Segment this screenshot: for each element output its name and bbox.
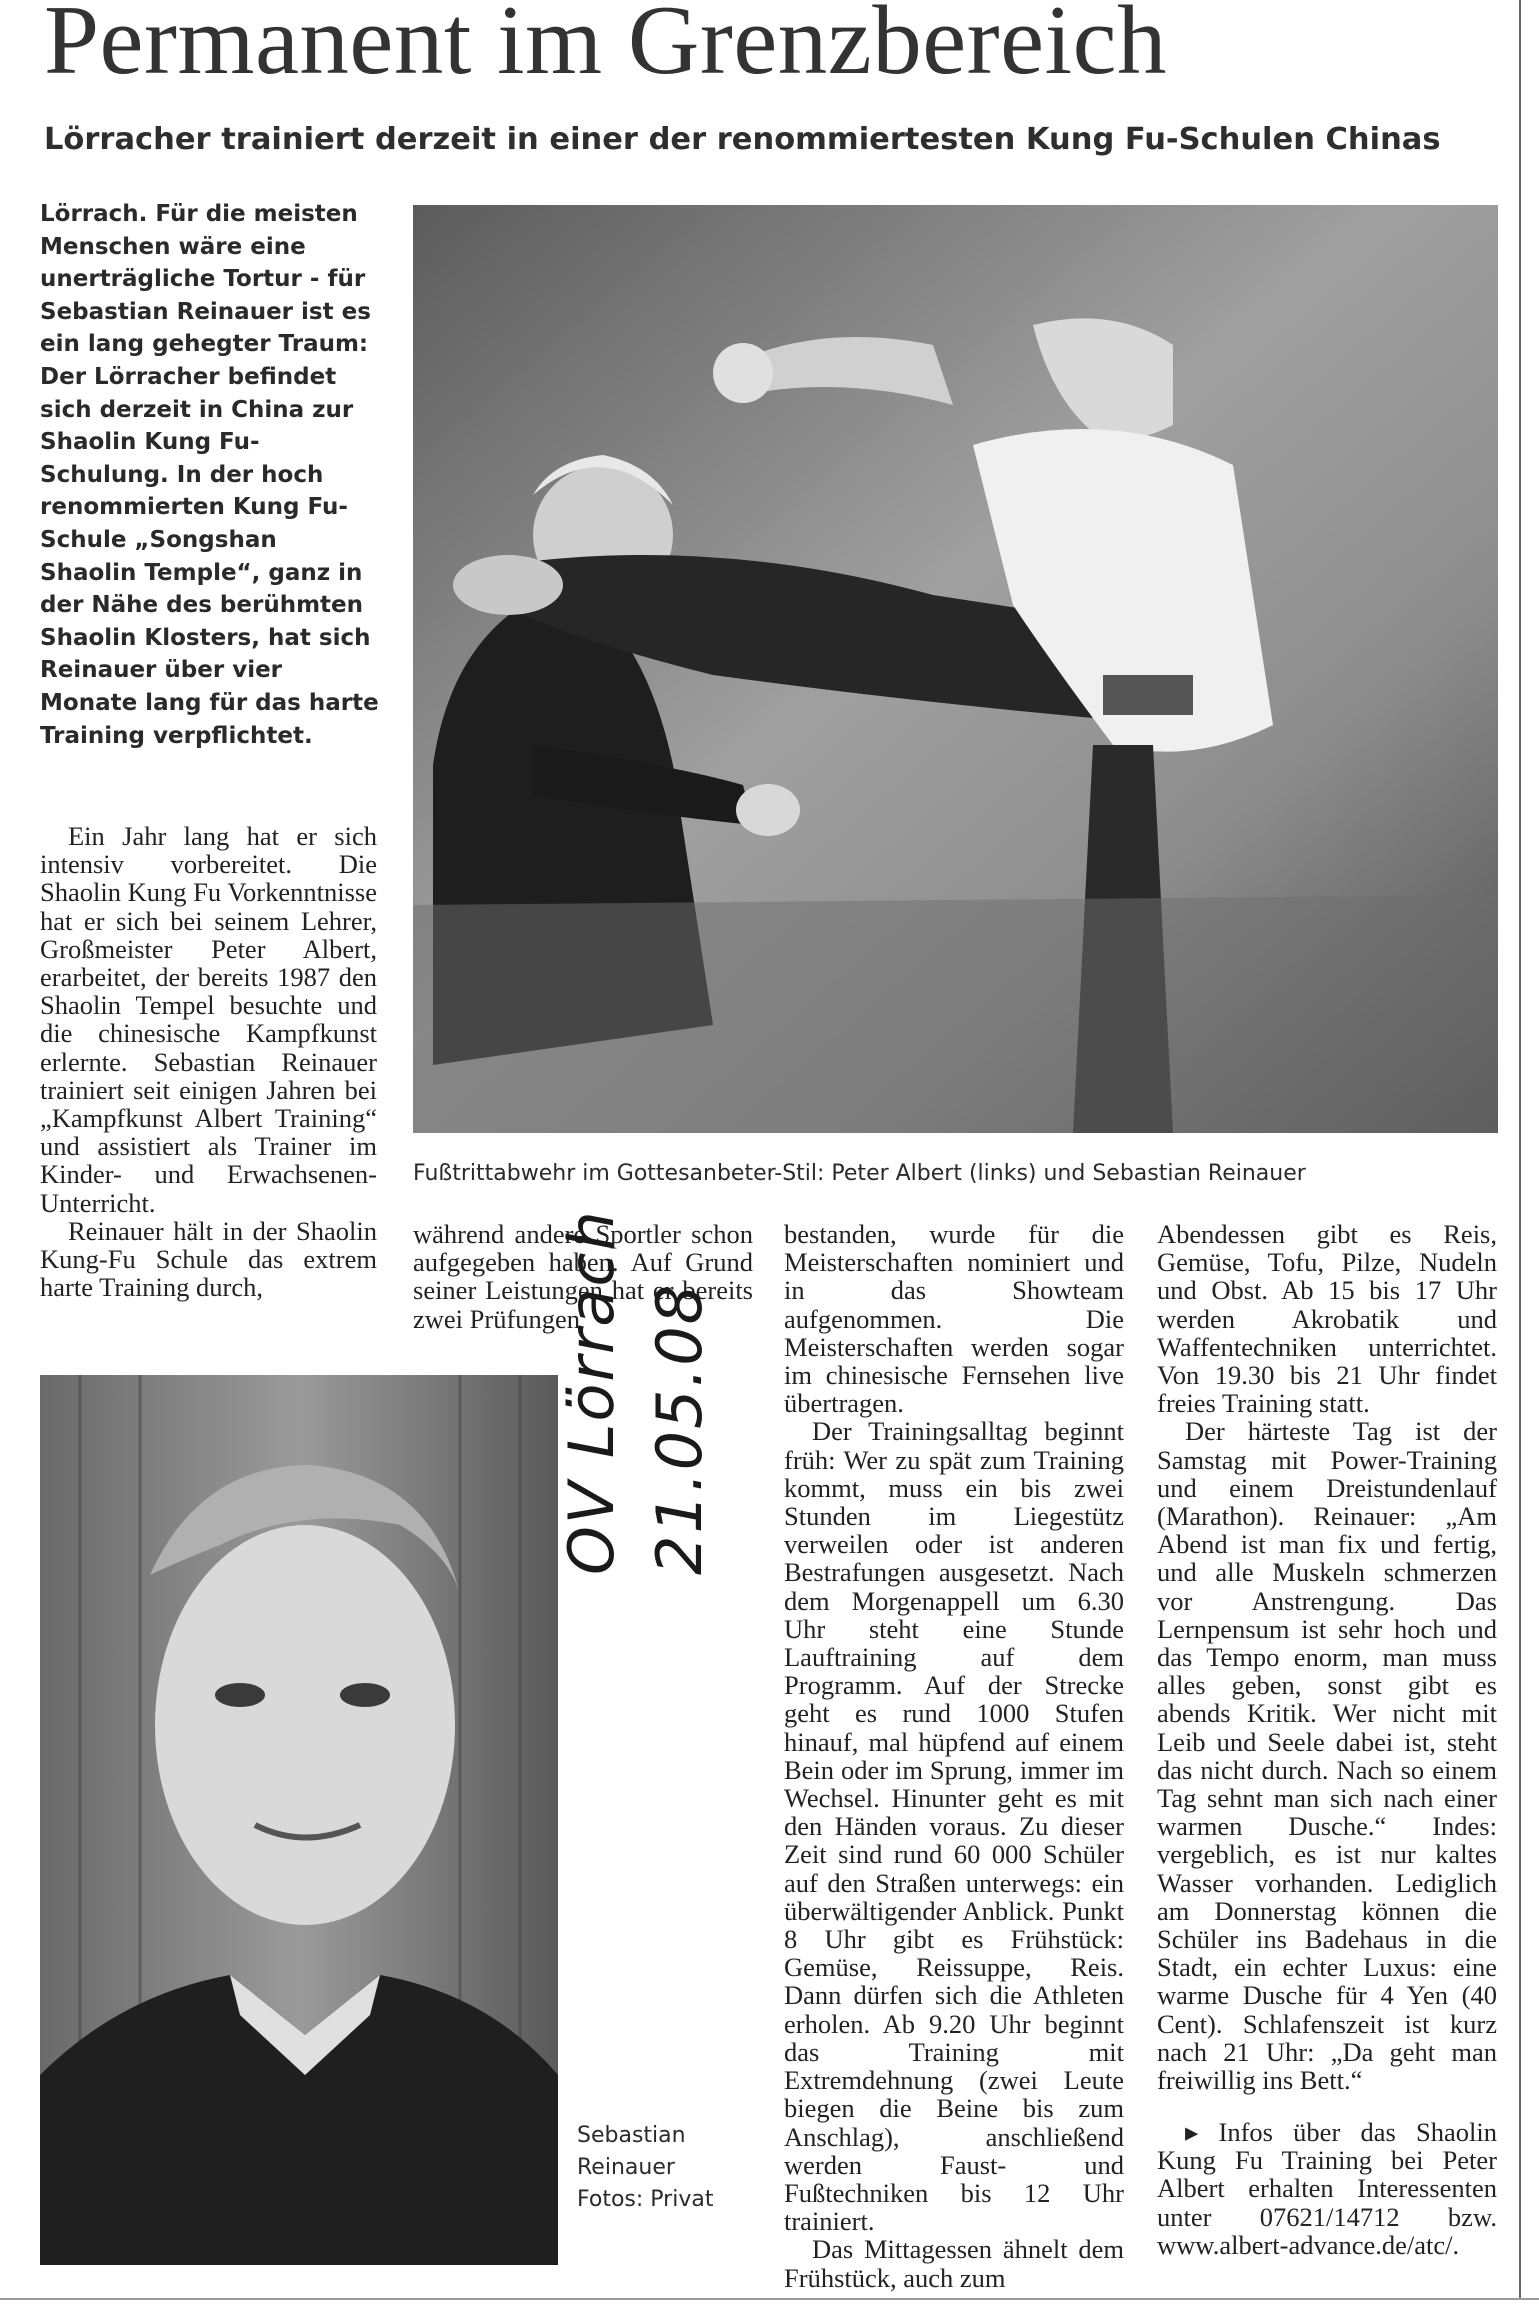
caption-line: Sebastian bbox=[577, 2123, 686, 2148]
paragraph: Reinauer hält in der Shaolin Kung-Fu Schule das extrem harte Training durch, bbox=[40, 1215, 377, 1303]
photo-portrait bbox=[40, 1375, 558, 2265]
paragraph: Das Mittagessen ähnelt dem Frühstück, auch zum bbox=[784, 2234, 1124, 2293]
handwritten-note bbox=[548, 1209, 724, 1575]
photo-kung-fu-kick bbox=[413, 205, 1498, 1133]
caption-line: Reinauer bbox=[577, 2155, 675, 2180]
lead-paragraph: Lörrach. Für die meisten Menschen wäre eine unerträgliche Tortur - für Sebastian Reinauer ist es ein lang gehegter Traum: Der Lörracher befindet sich derzeit in China zur Shaolin Kung Fu-Schulung. In der hoch renommierten Kung Fu-Schule „Songshan Shaolin Temple“, ganz in der Nähe des berühmten Shaolin Klosters, hat sich Reinauer über vier Monate lang für das harte Training verpflichtet. bbox=[40, 201, 379, 749]
headline: Permanent im Grenzbereich bbox=[44, 0, 1168, 95]
photo-portrait-caption bbox=[577, 2120, 727, 2216]
article-column-4 bbox=[1157, 1220, 1497, 2094]
page-edge-bottom bbox=[0, 2298, 1539, 2300]
info-box bbox=[1157, 2118, 1497, 2259]
paragraph: während andere Sportler schon aufgegeben haben. Auf Grund seiner Leistungen hat er bereits zwei Prüfungen bbox=[413, 1219, 753, 1334]
paragraph: Ein Jahr lang hat er sich intensiv vorbereitet. Die Shaolin Kung Fu Vorkenntnisse hat er sich bei seinem Lehrer, Großmeister Peter Albert, erarbeitet, der bereits 1987 den Shaolin Tempel besuchte und die chinesische Kampfkunst erlernte. Sebastian Reinauer trainiert seit einigen Jahren bei „Kampfkunst Albert Training“ und assistiert als Trainer im Kinder- und Erwachsenen-Unterricht. bbox=[40, 821, 377, 1218]
handwritten-line: 21.05.08 bbox=[643, 1282, 716, 1575]
subheadline: Lörracher trainiert derzeit in einer der renommiertesten Kung Fu-Schulen Chinas bbox=[44, 122, 1441, 157]
handwritten-line: OV Lörrach bbox=[555, 1209, 628, 1575]
caption-line: Fotos: Privat bbox=[577, 2187, 714, 2212]
photo-illustration bbox=[413, 205, 1498, 1133]
article-column-3 bbox=[784, 1220, 1124, 2292]
photo-main-caption: Fußtrittabwehr im Gottesanbeter-Stil: Peter Albert (links) und Sebastian Reinauer bbox=[413, 1161, 1306, 1186]
info-text: ▸ Infos über das Shaolin Kung Fu Training bei Peter Albert erhalten Interessenten unter 07621/14712 bzw. www.albert-advance.de/atc/. bbox=[1157, 2117, 1497, 2260]
article-column-1 bbox=[40, 198, 380, 752]
portrait-illustration bbox=[40, 1375, 558, 2265]
paragraph: bestanden, wurde für die Meisterschaften nominiert und in das Showteam aufgenommen. Die Meisterschaften werden sogar im chinesische Fernsehen live übertragen. bbox=[784, 1219, 1124, 1419]
page-edge-right bbox=[1519, 0, 1521, 2300]
paragraph: Der härteste Tag ist der Samstag mit Power-Training und einem Dreistundenlauf (Marathon). Reinauer: „Am Abend ist man fix und fertig, und alle Muskeln schmerzen vor Anstrengung. Das Lernpensum ist sehr hoch und das Tempo enorm, man muss alles geben, sonst gibt es abends Kritik. Wer nicht mit Leib und Seele dabei ist, steht das nicht durch. Nach so einem Tag sehnt man sich nach einer warmen Dusche.“ Indes: vergeblich, es ist nur kaltes Wasser vorhanden. Lediglich am Donnerstag können die Schüler ins Badehaus in die Stadt, ein echter Luxus: eine warme Dusche für 4 Yen (40 Cent). Schlafenszeit ist kurz nach 21 Uhr: „Da geht man freiwillig ins Bett.“ bbox=[1157, 1416, 1497, 2096]
paragraph: Abendessen gibt es Reis, Gemüse, Tofu, Pilze, Nudeln und Obst. Ab 15 bis 17 Uhr werden Akrobatik und Waffentechniken unterrichtet. Von 19.30 bis 21 Uhr findet freies Training statt. bbox=[1157, 1219, 1497, 1419]
paragraph: Der Trainingsalltag beginnt früh: Wer zu spät zum Training kommt, muss ein bis zwei Stunden im Liegestütz verweilen oder ist anderen Bestrafungen ausgesetzt. Nach dem Morgenappell um 6.30 Uhr steht eine Stunde Lauftraining auf dem Programm. Auf der Strecke geht es rund 1000 Stufen hinauf, mal hüpfend auf einem Bein oder im Sprung, immer im Wechsel. Hinunter geht es mit den Händen voraus. Zu dieser Zeit sind rund 60 000 Schüler auf den Straßen unterwegs: ein überwältigender Anblick. Punkt 8 Uhr gibt es Frühstück: Gemüse, Reissuppe, Reis. Dann dürfen sich die Athleten erholen. Ab 9.20 Uhr beginnt das Training mit Extremdehnung (zwei Leute biegen die Beine bis zum Anschlag), anschließend werden Faust- und Fußtechniken bis 12 Uhr trainiert. bbox=[784, 1416, 1124, 2237]
article-column-1-body bbox=[40, 822, 377, 1301]
